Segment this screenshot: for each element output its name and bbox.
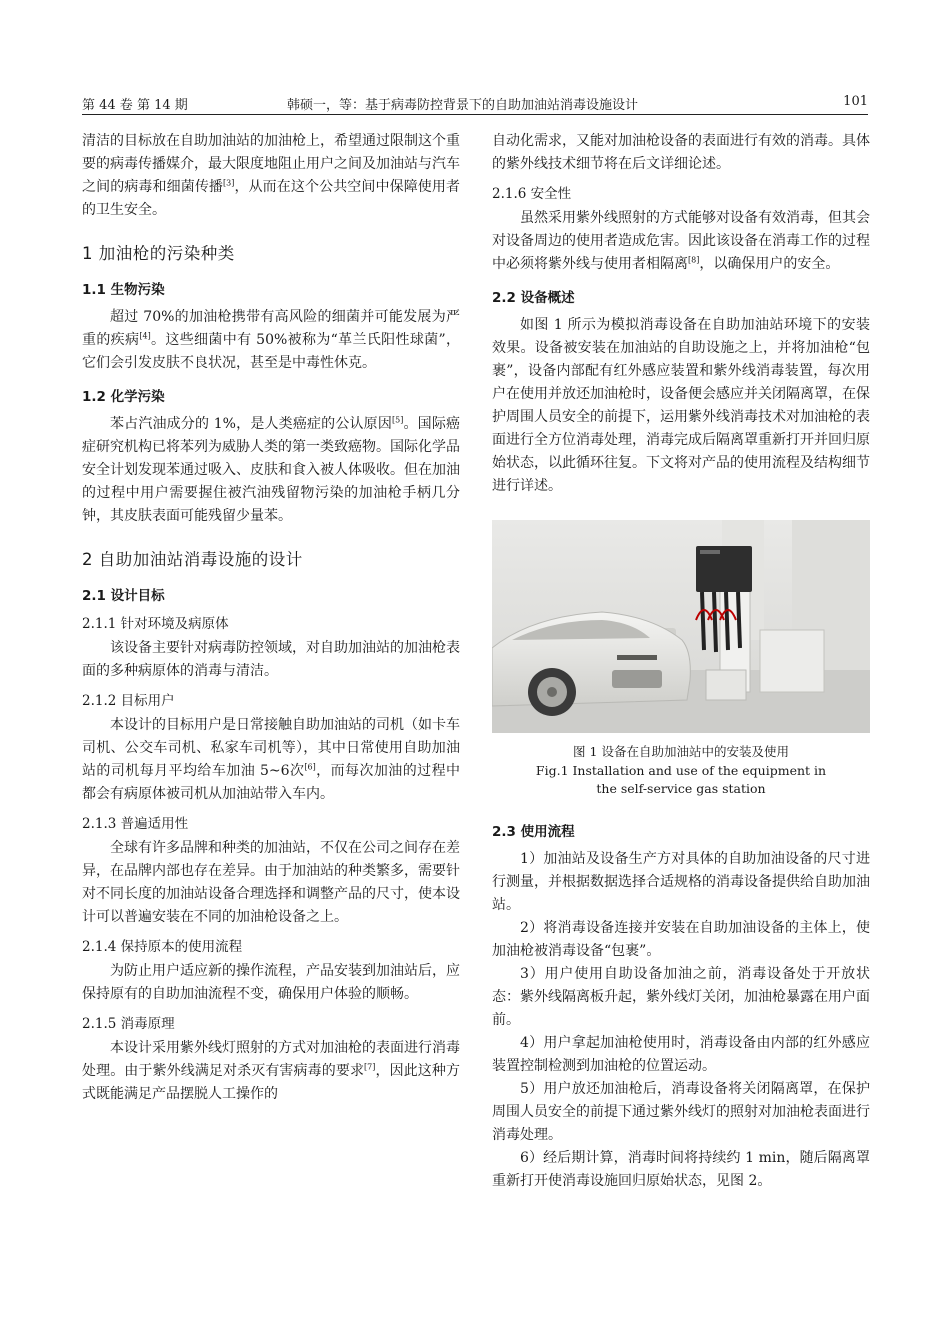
- paragraph: 该设备主要针对病毒防控领域，对自助加油站的加油枪表面的多种病原体的消毒与清洁。: [82, 640, 460, 679]
- journal-volume: 第 44 卷 第 14 期: [82, 98, 188, 113]
- subsubsection-heading-2-1-1: 2.1.1 针对环境及病原体: [82, 616, 229, 632]
- step-4: 4）用户拿起加油枪使用时，消毒设备由内部的红外感应装置控制检测到加油枪的位置运动。: [492, 1035, 870, 1074]
- paragraph: 为防止用户适应新的操作流程，产品安装到加油站后，应保持原有的自助加油流程不变，确保用户体验的顺畅。: [82, 963, 460, 1002]
- section-heading-1: 1 加油枪的污染种类: [82, 244, 235, 263]
- step-5: 5）用户放还加油枪后，消毒设备将关闭隔离罩，在保护周围人员安全的前提下通过紫外线灯的照射对加油枪表面进行消毒处理。: [492, 1081, 870, 1143]
- subsection-heading-1-2: 1.2 化学污染: [82, 389, 165, 405]
- subsection-heading-1-1: 1.1 生物污染: [82, 282, 165, 298]
- citation[interactable]: [7]: [364, 1062, 376, 1072]
- paragraph: 如图 1 所示为模拟消毒设备在自助加油站环境下的安装效果。设备被安装在加油站的自助设施之上，并将加油枪“包裹”，设备内部配有红外感应装置和紫外线消毒装置，每次用户在使用并放还加油枪时，设备便会感应并关闭隔离罩，在保护周围人员安全的前提下，运用紫外线消毒技术对加油枪的表面进行全方位消毒处理，消毒完成后隔离罩重新打开并回归原始状态，以此循环往复。下文将对产品的使用流程及结构细节进行详述。: [492, 317, 870, 494]
- citation[interactable]: [3]: [223, 178, 235, 188]
- subsection-heading-2-3: 2.3 使用流程: [492, 824, 575, 840]
- subsubsection-heading-2-1-2: 2.1.2 目标用户: [82, 693, 175, 709]
- left-column: [82, 130, 460, 1106]
- paragraph: 苯占汽油成分的 1%，是人类癌症的公认原因[5]。国际癌症研究机构已将苯列为威胁人类的第一类致癌物。国际化学品安全计划发现苯通过吸入、皮肤和食入被人体吸收。但在加油的过程中用户需要握住被汽油残留物污染的加油枪手柄几分钟，其皮肤表面可能残留少量苯。: [82, 415, 460, 524]
- figure-1-render: [492, 520, 870, 733]
- caption-chinese: 图 1 设备在自助加油站中的安装及使用: [573, 744, 789, 759]
- gas-station-illustration: [492, 520, 870, 733]
- caption-english-line-2: the self-service gas station: [596, 781, 766, 796]
- paragraph: 自动化需求，又能对加油枪设备的表面进行有效的消毒。具体的紫外线技术细节将在后文详细论述。: [492, 133, 870, 172]
- citation[interactable]: [4]: [139, 331, 151, 341]
- right-column: [492, 130, 870, 1193]
- subsubsection-heading-2-1-3: 2.1.3 普遍适用性: [82, 816, 189, 832]
- page-number: 101: [843, 94, 868, 109]
- caption-english-line-1: Fig.1 Installation and use of the equipment in: [535, 763, 827, 778]
- running-header: [82, 92, 868, 115]
- step-3: 3）用户使用自助设备加油之前，消毒设备处于开放状态：紫外线隔离板升起，紫外线灯关闭，加油枪暴露在用户面前。: [492, 966, 870, 1028]
- paragraph: 虽然采用紫外线照射的方式能够对设备有效消毒，但其会对设备周边的使用者造成危害。因此该设备在消毒工作的过程中必须将紫外线与使用者相隔离[8]，以确保用户的安全。: [492, 210, 870, 272]
- citation[interactable]: [5]: [391, 415, 404, 425]
- paragraph: 全球有许多品牌和种类的加油站，不仅在公司之间存在差异，在品牌内部也存在差异。由于加油站的种类繁多，需要针对不同长度的加油站设备合理选择和调整产品的尺寸，使本设计可以普遍安装在不同的加油枪设备之上。: [82, 840, 460, 925]
- subsubsection-heading-2-1-6: 2.1.6 安全性: [492, 186, 572, 202]
- subsubsection-heading-2-1-5: 2.1.5 消毒原理: [82, 1016, 175, 1032]
- running-title: 韩硕一，等：基于病毒防控背景下的自助加油站消毒设施设计: [287, 98, 639, 113]
- citation[interactable]: [6]: [304, 762, 316, 772]
- step-6: 6）经后期计算，消毒时间将持续约 1 min，随后隔离罩重新打开使消毒设施回归原始状态，见图 2。: [492, 1150, 870, 1189]
- figure-1-caption: [492, 743, 870, 798]
- paragraph: 超过 70%的加油枪携带有高风险的细菌并可能发展为严重的疾病[4]。这些细菌中有 50%被称为“革兰氏阳性球菌”，它们会引发皮肤不良状况，甚至是中毒性休克。: [82, 309, 461, 371]
- paragraph: 清洁的目标放在自助加油站的加油枪上，希望通过限制这个重要的病毒传播媒介，最大限度地阻止用户之间及加油站与汽车之间的病毒和细菌传播[3]，从而在这个公共空间中保障使用者的卫生安全。: [82, 133, 461, 218]
- section-heading-2: 2 自助加油站消毒设施的设计: [82, 550, 303, 569]
- subsection-heading-2-1: 2.1 设计目标: [82, 588, 165, 604]
- paragraph: 本设计采用紫外线灯照射的方式对加油枪的表面进行消毒处理。由于紫外线满足对杀灭有害病毒的要求[7]，因此这种方式既能满足产品摆脱人工操作的: [82, 1040, 461, 1102]
- step-2: 2）将消毒设备连接并安装在自助加油设备的主体上，使加油枪被消毒设备“包裹”。: [492, 920, 870, 959]
- citation[interactable]: [8]: [688, 255, 700, 265]
- subsubsection-heading-2-1-4: 2.1.4 保持原本的使用流程: [82, 939, 243, 955]
- step-1: 1）加油站及设备生产方对具体的自助加油设备的尺寸进行测量，并根据数据选择合适规格的消毒设备提供给自助加油站。: [492, 851, 870, 913]
- paragraph: 本设计的目标用户是日常接触自助加油站的司机（如卡车司机、公交车司机、私家车司机等），其中日常使用自助加油站的司机每月平均给车加油 5~6次[6]，而每次加油的过程中都会有病原体被司机从加油站带入车内。: [82, 717, 460, 802]
- subsection-heading-2-2: 2.2 设备概述: [492, 290, 575, 306]
